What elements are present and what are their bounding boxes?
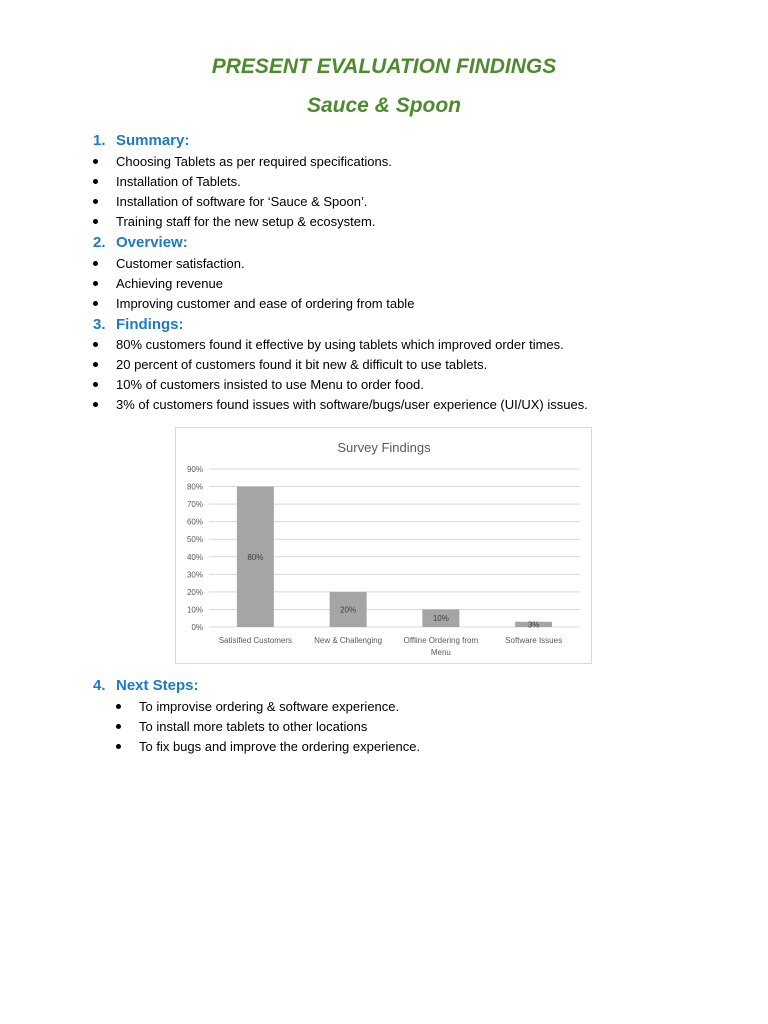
list-item: Customer satisfaction. — [92, 254, 414, 274]
list-item: Choosing Tablets as per required specifications. — [92, 152, 392, 172]
overview-list — [92, 254, 414, 314]
section-heading-label: Next Steps: — [116, 677, 199, 694]
list-item: Installation of Tablets. — [92, 172, 392, 192]
y-tick-label: 20% — [186, 587, 203, 597]
y-tick-label: 70% — [186, 500, 203, 510]
list-item: 20 percent of customers found it bit new & difficult to use tablets. — [92, 355, 588, 375]
section-heading-label: Findings: — [116, 316, 184, 333]
list-item: Installation of software for ‘Sauce & Spoon’. — [92, 192, 392, 212]
x-tick-label: Software Issues — [505, 636, 563, 645]
data-label: 20% — [340, 605, 357, 615]
list-item: 10% of customers insisted to use Menu to order food. — [92, 375, 588, 395]
y-tick-label: 50% — [186, 535, 203, 545]
section-heading-label: Summary: — [116, 132, 190, 149]
page-title: PRESENT EVALUATION FINDINGS — [211, 55, 557, 78]
data-label: 10% — [432, 614, 449, 624]
next-steps-list — [115, 697, 420, 757]
x-tick-label: New & Challenging — [314, 636, 383, 645]
list-item: To install more tablets to other locations — [115, 717, 420, 737]
y-tick-label: 10% — [186, 605, 203, 615]
x-tick-label: Menu — [430, 648, 451, 657]
y-tick-label: 90% — [186, 465, 203, 474]
list-item: Training staff for the new setup & ecosystem. — [92, 212, 392, 232]
section-heading-label: Overview: — [116, 234, 188, 251]
data-label: 3% — [527, 620, 540, 630]
list-item: Improving customer and ease of ordering from table — [92, 294, 414, 314]
x-tick-label: Satisified Customers — [218, 636, 293, 645]
chart-canvas — [176, 428, 593, 665]
survey-findings-chart — [175, 427, 592, 664]
summary-list — [92, 152, 392, 232]
list-item: To fix bugs and improve the ordering experience. — [115, 737, 420, 757]
findings-list — [92, 335, 588, 415]
y-tick-label: 80% — [186, 482, 203, 492]
y-tick-label: 0% — [191, 623, 203, 632]
y-tick-label: 40% — [186, 552, 203, 562]
list-item: 3% of customers found issues with software/bugs/user experience (UI/UX) issues. — [92, 395, 588, 415]
list-item: 80% customers found it effective by using tablets which improved order times. — [92, 335, 588, 355]
section-heading-findings — [93, 316, 184, 333]
section-number: 2. — [93, 234, 106, 251]
section-number: 3. — [93, 316, 106, 333]
list-item: Achieving revenue — [92, 274, 414, 294]
y-tick-label: 30% — [186, 570, 203, 580]
page-subtitle: Sauce & Spoon — [306, 94, 462, 117]
section-number: 1. — [93, 132, 106, 149]
section-heading-summary — [93, 132, 189, 149]
data-label: 80% — [247, 552, 264, 562]
section-heading-overview — [93, 234, 188, 251]
section-number: 4. — [93, 677, 106, 694]
y-tick-label: 60% — [186, 517, 203, 527]
list-item: To improvise ordering & software experience. — [115, 697, 420, 717]
x-tick-label: Offline Ordering from — [403, 636, 479, 645]
section-heading-next-steps — [93, 677, 199, 694]
chart-title: Survey Findings — [337, 440, 431, 455]
